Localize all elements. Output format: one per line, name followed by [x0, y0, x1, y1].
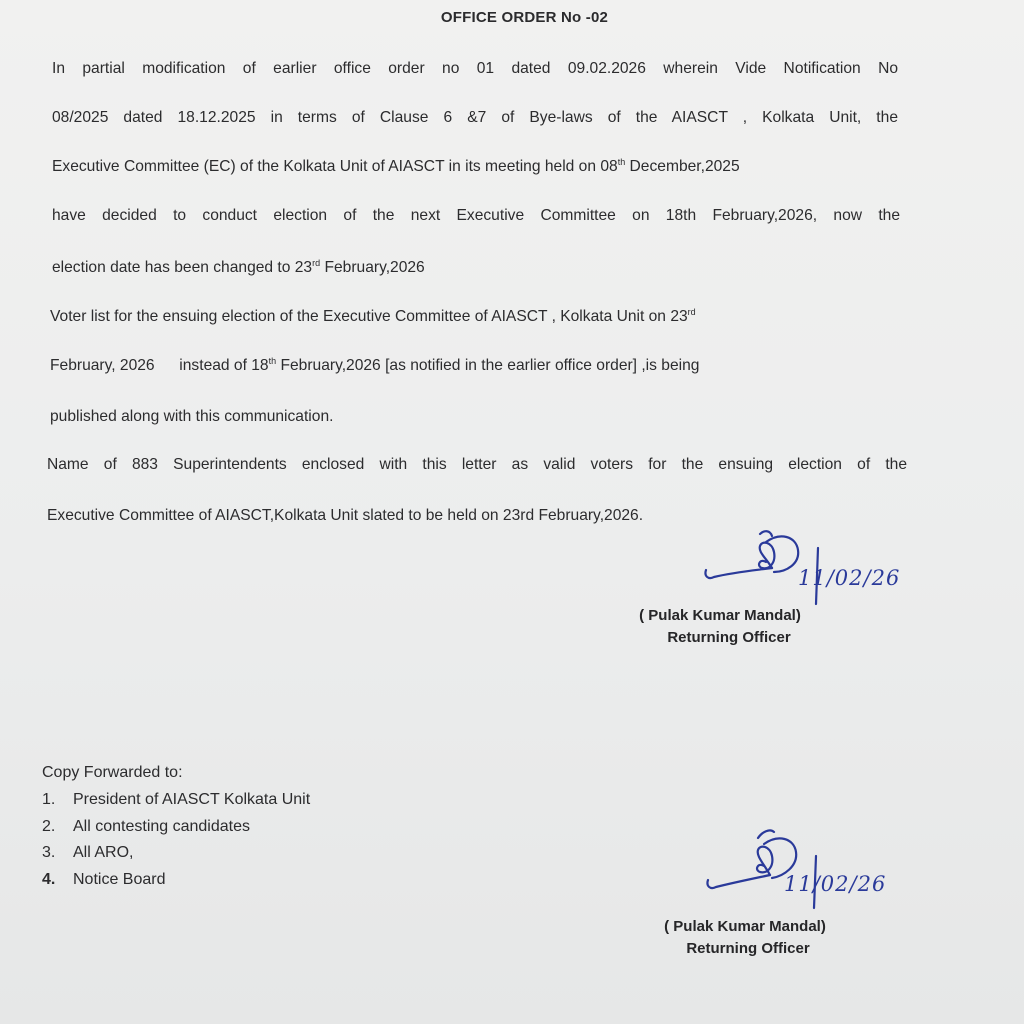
body-line-3-end: December,2025 — [629, 158, 740, 175]
list-item — [42, 867, 310, 894]
body-line-7-instead: instead of 18 — [179, 357, 269, 374]
body-line-6 — [50, 308, 696, 326]
superscript-rd-2: rd — [687, 306, 696, 317]
body-line-5 — [52, 259, 425, 277]
list-item-number: 2. — [42, 817, 56, 835]
signature-2-name: ( Pulak Kumar Mandal) — [664, 918, 826, 935]
list-item — [42, 814, 310, 841]
list-item-number: 4. — [42, 870, 56, 888]
body-line-3-text: Executive Committee (EC) of the Kolkata Unit of AIASCT in its meeting held on 08 — [52, 158, 618, 175]
list-item-text: President of AIASCT Kolkata Unit — [73, 791, 311, 809]
signature-2-block — [625, 918, 865, 957]
body-line-10: Executive Committee of AIASCT,Kolkata Unit slated to be held on 23rd February,2026. — [47, 507, 644, 524]
signature-2-date: 11/02/26 — [784, 872, 887, 896]
signature-1-date: 11/02/26 — [798, 566, 901, 590]
body-line-7-end: February,2026 [as notified in the earlier office order] ,is being — [280, 357, 700, 374]
signature-1-role: Returning Officer — [667, 629, 791, 646]
signature-1-name: ( Pulak Kumar Mandal) — [639, 607, 801, 624]
superscript-th: th — [617, 156, 626, 167]
signature-2-role: Returning Officer — [686, 940, 810, 957]
order-title: OFFICE ORDER No -02 — [440, 9, 609, 26]
body-line-6-text: Voter list for the ensuing election of the Executive Committee of AIASCT , Kolkata Unit on 23 — [50, 308, 688, 325]
list-item-text: Notice Board — [73, 870, 166, 888]
body-line-8: published along with this communication. — [50, 408, 334, 425]
list-item-number: 1. — [42, 791, 56, 809]
superscript-th-2: th — [268, 355, 277, 366]
body-line-7 — [50, 357, 906, 375]
signature-2-scrawl — [700, 820, 830, 910]
body-line-9: Name of 883 Superintendents enclosed with this letter as valid voters for the ensuing election of the — [47, 456, 907, 473]
list-item-number: 3. — [42, 844, 56, 862]
list-item — [42, 787, 310, 814]
copy-forwarded-heading: Copy Forwarded to: — [42, 764, 183, 781]
superscript-rd: rd — [312, 257, 321, 268]
signature-1-block — [600, 607, 840, 646]
body-line-7-date: February, 2026 — [50, 357, 155, 374]
body-line-1: In partial modification of earlier office order no 01 dated 09.02.2026 wherein Vide Notification No — [52, 60, 898, 77]
body-line-4: have decided to conduct election of the next Executive Committee on 18th February,2026, now the — [52, 207, 900, 224]
body-line-2: 08/2025 dated 18.12.2025 in terms of Clause 6 &7 of Bye-laws of the AIASCT , Kolkata Unit, the — [52, 109, 898, 126]
body-line-5-text: election date has been changed to 23 — [52, 259, 313, 276]
body-line-5-end: February,2026 — [324, 259, 425, 276]
list-item-text: All ARO, — [73, 844, 134, 862]
body-line-3 — [52, 158, 740, 176]
copy-forwarded-list — [42, 764, 310, 893]
list-item-text: All contesting candidates — [73, 817, 250, 835]
list-item — [42, 840, 310, 867]
